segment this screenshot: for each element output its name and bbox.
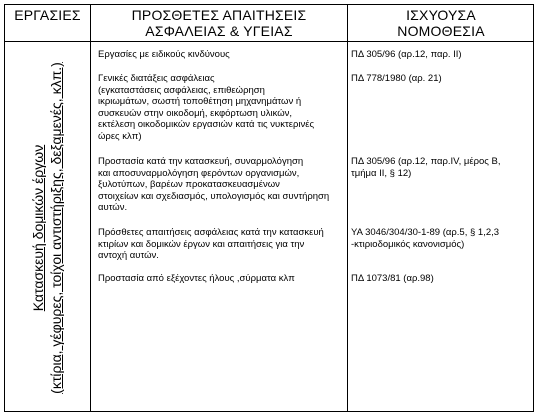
requirement-line: ξυλοτύπων, βαρέων προκατασκευασμένων	[98, 179, 280, 191]
law-item	[351, 273, 533, 285]
header-requirements	[91, 5, 347, 41]
work-category-cell	[5, 45, 90, 412]
header-divider	[5, 41, 533, 42]
requirement-line: στοιχείων και σχεδιασμός, υπολογισμός και συντήρηση	[98, 190, 330, 202]
requirement-item	[98, 49, 346, 61]
requirement-item	[98, 227, 346, 262]
header-law-line2: ΝΟΜΟΘΕΣΙΑ	[397, 23, 485, 39]
requirement-line: αντοχή αυτών.	[98, 250, 159, 262]
requirement-line: κτιρίων και δομικών έργων και απαιτήσεις για την	[98, 238, 305, 250]
requirement-line: εκτέλεση οικοδομικών εργασιών κατά τις νυκτερινές	[98, 119, 315, 131]
requirement-line: ικριωμάτων, σωστή τοποθέτηση μηχανημάτων ή	[98, 96, 302, 108]
legislation-table	[4, 4, 534, 412]
law-line: ΠΔ 778/1980 (αρ. 21)	[351, 73, 442, 84]
requirement-line: και αποσυναρμολόγηση φερόντων οργανισμών,	[98, 167, 300, 179]
law-item	[351, 73, 533, 85]
requirement-line: αυτών.	[98, 202, 128, 214]
requirement-item	[98, 73, 346, 143]
header-requirements-line2: ΑΣΦΑΛΕΙΑΣ & ΥΓΕΙΑΣ	[145, 23, 293, 39]
requirement-line: Προστασία κατά την κατασκευή, συναρμολόγηση	[98, 156, 304, 167]
header-law-line1: ΙΣΧΥΟΥΣΑ	[406, 7, 476, 23]
work-category-line1: Κατασκευή δομικών έργων	[30, 144, 46, 312]
column-divider	[347, 5, 348, 411]
law-item	[351, 156, 533, 179]
requirement-line: ώρες κλπ)	[98, 130, 142, 142]
requirement-line: (εγκαταστάσεις ασφάλειας, επιθεώρηση	[98, 84, 265, 96]
requirement-item	[98, 156, 346, 214]
header-requirements-line1: ΠΡΟΣΘΕΤΕΣ ΑΠΑΙΤΗΣΕΙΣ	[131, 7, 307, 23]
requirement-line: Πρόσθετες απαιτήσεις ασφάλειας κατά την κατασκευή	[98, 227, 324, 238]
header-work	[5, 5, 90, 41]
law-line: τμήμα ΙΙ, § 12)	[351, 167, 412, 179]
law-line: ΠΔ 305/96 (αρ.12, παρ. ΙΙ)	[351, 49, 462, 60]
requirement-line: Γενικές διατάξεις ασφάλειας	[98, 73, 215, 84]
requirement-item	[98, 273, 346, 285]
law-line: ΥΑ 3046/304/30-1-89 (αρ.5, § 1,2,3	[351, 227, 500, 238]
column-divider	[90, 5, 91, 411]
requirement-line: Εργασίες με ειδικούς κινδύνους	[98, 49, 230, 60]
law-line: ΠΔ 305/96 (αρ.12, παρ.IV, μέρος Β,	[351, 156, 501, 167]
header-law	[348, 5, 534, 41]
requirement-line: συσκευών στην οικοδομή, εκφόρτωση υλικών,	[98, 107, 293, 119]
requirement-line: Προστασία από εξέχοντες ήλους ,σύρματα κλπ	[98, 273, 295, 284]
law-item	[351, 49, 533, 61]
law-line: -κτιριοδομικός κανονισμός)	[351, 238, 465, 250]
work-category-label	[29, 48, 65, 408]
work-category-line2: (κτίρια, γέφυρες, τοίχοι αντιστήριξης, δεξαμενές, κλπ.)	[48, 62, 64, 394]
header-work-label: ΕΡΓΑΣΙΕΣ	[14, 7, 81, 23]
law-item	[351, 227, 533, 250]
law-line: ΠΔ 1073/81 (αρ.98)	[351, 273, 434, 284]
